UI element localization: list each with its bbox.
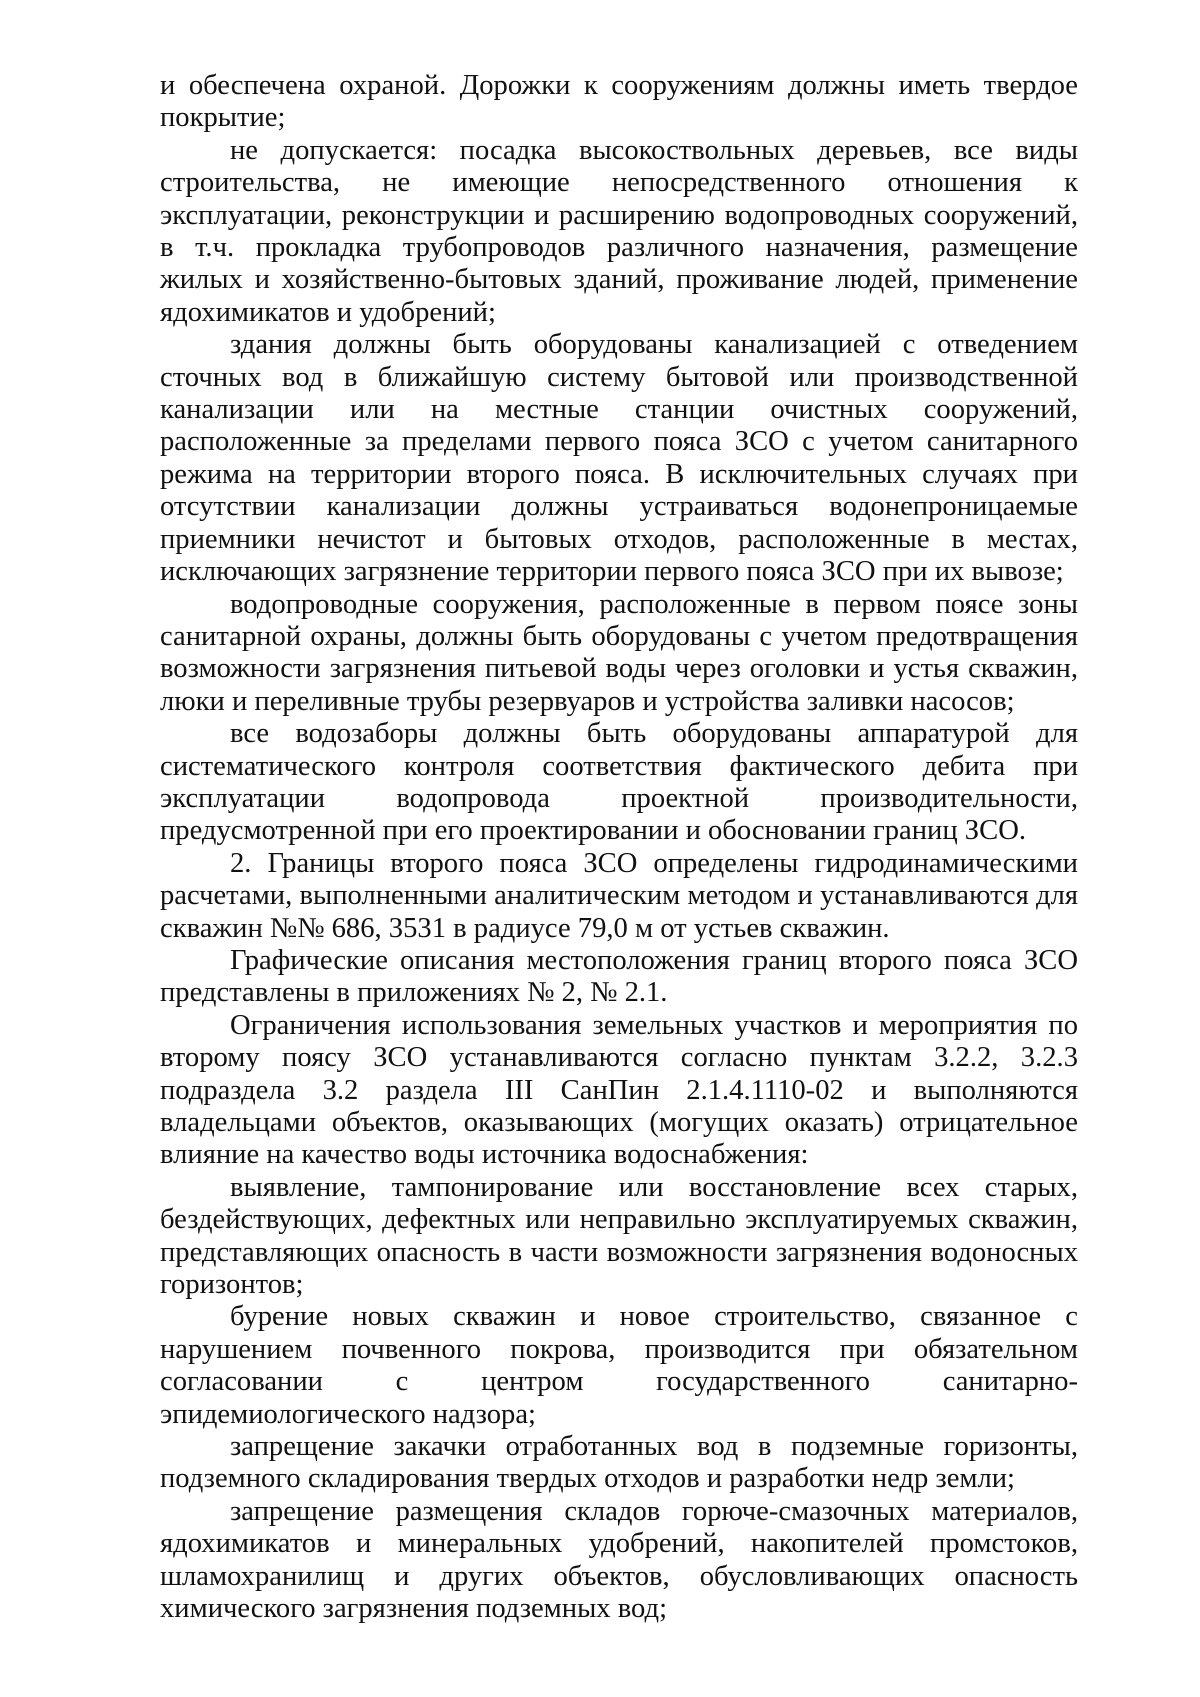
paragraph-graphic-descriptions: Графические описания местоположения границ второго пояса ЗСО представлены в приложениях № 2, № 2.1. xyxy=(160,944,1078,1009)
paragraph-land-use-restrictions: Ограничения использования земельных участков и мероприятия по второму поясу ЗСО устанавливаются согласно пунктам 3.2.2, 3.2.3 подраздела 3.2 раздела III СанПин 2.1.4.1110-02 и выполняются владельцами объектов, оказывающих (могущих оказать) отрицательное влияние на качество воды источника водоснабжения: xyxy=(160,1009,1078,1171)
paragraph-water-structures: водопроводные сооружения, расположенные в первом поясе зоны санитарной охраны, должны быть оборудованы с учетом предотвращения возможности загрязнения питьевой воды через оголовки и устья скважин, люки и переливные трубы резервуаров и устройства заливки насосов; xyxy=(160,588,1078,717)
paragraph-monitoring-equipment: все водозаборы должны быть оборудованы аппаратурой для систематического контроля соответствия фактического дебита при эксплуатации водопровода проектной производительности, предусмотренной при его проектировании и обосновании границ ЗСО. xyxy=(160,718,1078,847)
paragraph-prohibited-activities: не допускается: посадка высокоствольных деревьев, все виды строительства, не имеющие непосредственного отношения к эксплуатации, реконструкции и расширению водопроводных сооружений, в т.ч. прокладка трубопроводов различного назначения, размещение жилых и хозяйственно-бытовых зданий, проживание людей, применение ядохимикатов и удобрений; xyxy=(160,134,1078,328)
paragraph-new-drilling: бурение новых скважин и новое строительство, связанное с нарушением почвенного покрова, производится при обязательном согласовании с центром государственного санитарно-эпидемиологического надзора; xyxy=(160,1301,1078,1430)
paragraph-old-wells: выявление, тампонирование или восстановление всех старых, бездействующих, дефектных или неправильно эксплуатируемых скважин, представляющих опасность в части возможности загрязнения водоносных горизонтов; xyxy=(160,1171,1078,1301)
paragraph-continuation: и обеспечена охраной. Дорожки к сооружениям должны иметь твердое покрытие; xyxy=(160,70,1078,134)
paragraph-injection-ban: запрещение закачки отработанных вод в подземные горизонты, подземного складирования твердых отходов и разработки недр земли; xyxy=(160,1431,1078,1495)
paragraph-second-zone-borders: 2. Границы второго пояса ЗСО определены гидродинамическими расчетами, выполненными аналитическим методом и устанавливаются для скважин №№ 686, 3531 в радиусе 79,0 м от устьев скважин. xyxy=(160,847,1078,944)
document-page xyxy=(160,70,1078,1626)
paragraph-sewerage: здания должны быть оборудованы канализацией с отведением сточных вод в ближайшую систему бытовой или производственной канализации или на местные станции очистных сооружений, расположенные за пределами первого пояса ЗСО с учетом санитарного режима на территории второго пояса. В исключительных случаях при отсутствии канализации должны устраиваться водонепроницаемые приемники нечистот и бытовых отходов, расположенные в местах, исключающих загрязнение территории первого пояса ЗСО при их вывозе; xyxy=(160,329,1078,588)
paragraph-storage-ban: запрещение размещения складов горюче-смазочных материалов, ядохимикатов и минеральных удобрений, накопителей промстоков, шламохранилищ и других объектов, обусловливающих опасность химического загрязнения подземных вод; xyxy=(160,1495,1078,1625)
